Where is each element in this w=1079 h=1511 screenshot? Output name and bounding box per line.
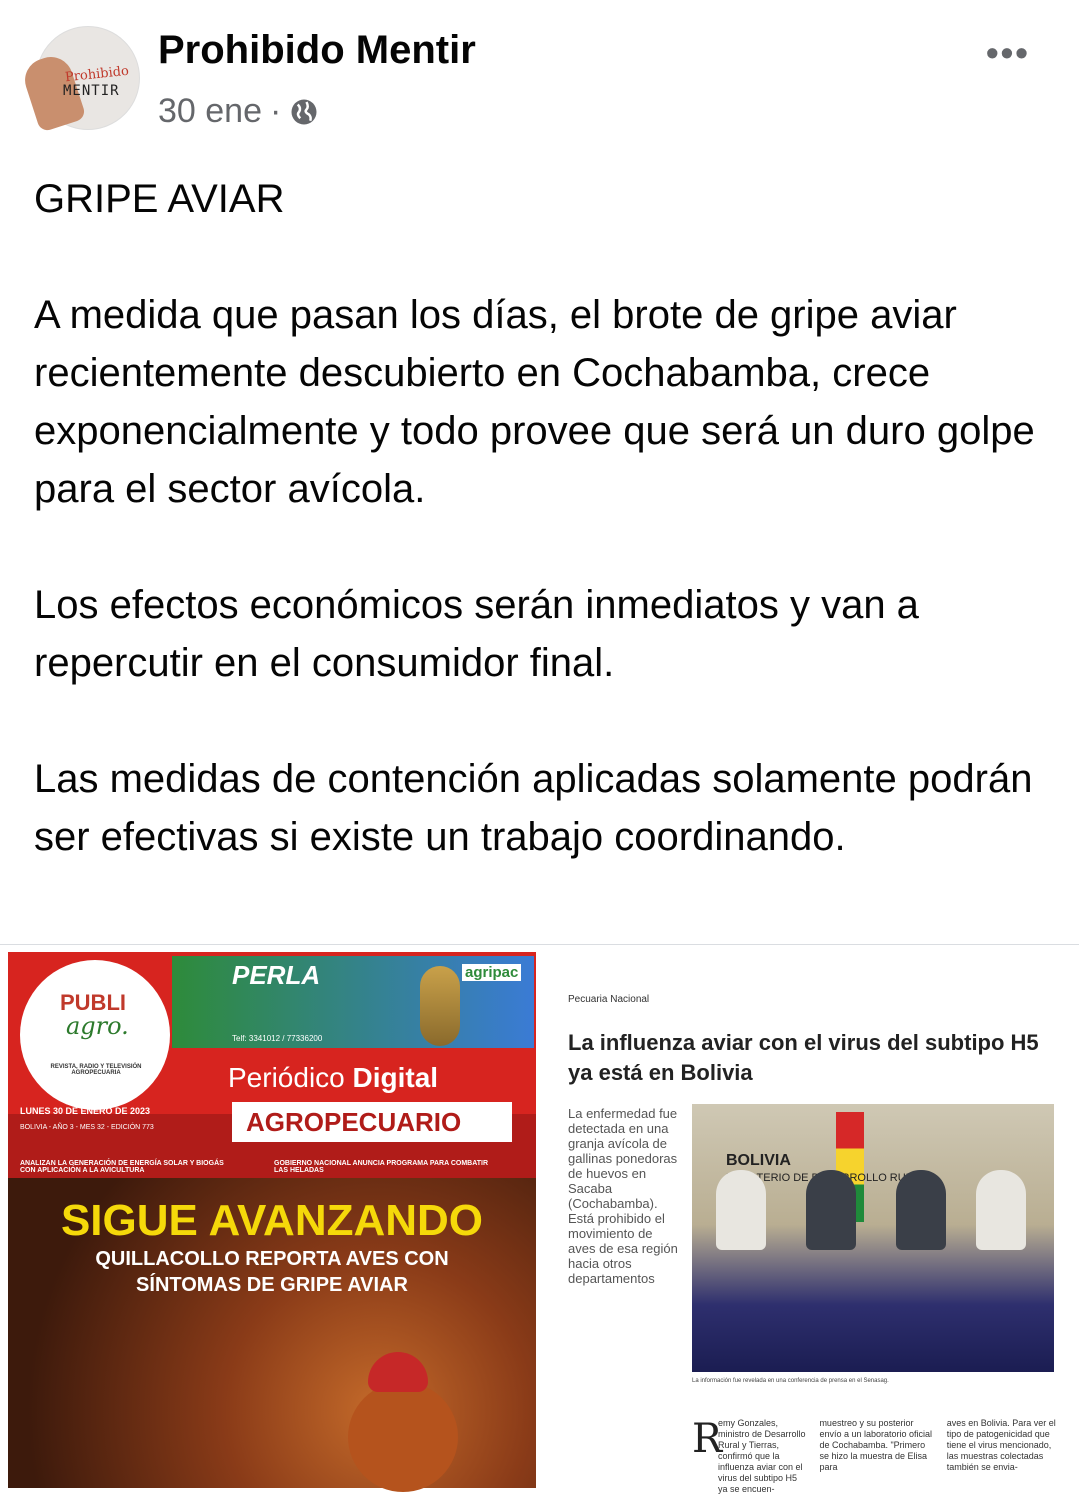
digital-word: Digital: [352, 1062, 439, 1093]
meta-separator: ·: [270, 92, 282, 130]
agropecuario-word: AGROPECUARIO: [246, 1107, 462, 1137]
post-paragraph: Los efectos económicos serán inmediatos y van a repercutir en el consumidor final.: [34, 583, 919, 685]
article-col: emy Gonzales, ministro de Desarrollo Rural y Tierras, confirmó que la influenza aviar con el virus del subtipo H5 ya se encuen-: [718, 1418, 806, 1494]
cover-edition: BOLIVIA - AÑO 3 - MES 32 - EDICIÓN 773: [20, 1124, 154, 1131]
post-body: [34, 170, 1054, 924]
more-options-button[interactable]: •••: [986, 32, 1030, 73]
publiagro-logo: [20, 960, 170, 1110]
post-header: [0, 0, 1079, 150]
avatar-text-top: Prohibido: [64, 63, 130, 86]
logo-publi: PUBLI: [60, 990, 126, 1015]
article-columns: [692, 1418, 1062, 1495]
newspaper-article-image[interactable]: [546, 952, 1079, 1494]
person: [976, 1170, 1026, 1250]
page-name-link[interactable]: Prohibido Mentir: [158, 28, 476, 72]
perla-ad: [172, 956, 534, 1048]
ad-logo: PERLA: [232, 960, 321, 990]
photo-caption: La información fue revelada en una conferencia de prensa en el Senasag.: [692, 1378, 889, 1384]
hen-head: [348, 1382, 458, 1492]
logo-agro: agro.: [66, 1012, 129, 1040]
ad-phone: Telf: 3341012 / 77336200: [232, 1034, 323, 1043]
teaser-left: ANALIZAN LA GENERACIÓN DE ENERGÍA SOLAR Y BIOGÁS CON APLICACIÓN A LA AVICULTURA: [20, 1160, 224, 1174]
cover-date: LUNES 30 DE ENERO DE 2023: [20, 1106, 151, 1116]
cover-subheadline: [8, 1246, 536, 1298]
post-paragraph: Las medidas de contención aplicadas solamente podrán ser efectivas si existe un trabajo coordinando.: [34, 757, 1033, 859]
person: [716, 1170, 766, 1250]
post-paragraph: A medida que pasan los días, el brote de gripe aviar recientemente descubierto en Cochabamba, crece exponencialmente y todo provee que será un duro golpe para el sector avícola.: [34, 293, 1035, 511]
globe-icon[interactable]: [289, 97, 319, 127]
avatar-text-bottom: MENTIR: [63, 83, 120, 99]
periodico-word: Periódico: [228, 1062, 345, 1093]
photo-banner-text: BOLIVIA: [726, 1152, 791, 1169]
article-dropcap: R: [692, 1416, 723, 1462]
wheat-icon: [420, 966, 460, 1046]
cover-headline: SIGUE AVANZANDO: [60, 1196, 484, 1245]
ad-brand: agripac: [462, 964, 521, 981]
article-section: Pecuaria Nacional: [568, 994, 650, 1005]
newspaper-cover-image[interactable]: [8, 952, 536, 1488]
article-col: aves en Bolivia. Para ver el tipo de patogenicidad que tiene el virus mencionado, las muestras colectadas también se envia-: [946, 1418, 1056, 1472]
teaser-right: GOBIERNO NACIONAL ANUNCIA PROGRAMA PARA COMBATIR LAS HELADAS: [274, 1160, 489, 1174]
cover-periodico: [228, 1062, 438, 1094]
article-title: La influenza aviar con el virus del subtipo H5 ya está en Bolivia: [568, 1030, 1039, 1085]
sub-line: SÍNTOMAS DE GRIPE AVIAR: [136, 1274, 408, 1296]
post-meta: [158, 92, 319, 131]
post-paragraph: GRIPE AVIAR: [34, 177, 285, 221]
photo-banner-subtext: DE: [793, 1172, 809, 1184]
article-lead: La enfermedad fue detectada en una granja avícola de gallinas ponedoras de huevos en Sacaba (Cochabamba). Está prohibido el movimiento de aves de esa región hacia otros departamentos: [568, 1106, 678, 1286]
page-avatar[interactable]: [36, 26, 140, 130]
sub-line: QUILLACOLLO REPORTA AVES CON: [95, 1248, 449, 1270]
article-col: muestreo y su posterior envío a un laboratorio oficial de Cochabamba. "Primero se hizo la muestra de Elisa para: [819, 1418, 933, 1472]
logo-tagline: REVISTA, RADIO Y TELEVISIÓN AGROPECUARIA: [50, 1064, 142, 1076]
person: [806, 1170, 856, 1250]
post-date[interactable]: 30 ene: [158, 92, 262, 130]
person: [896, 1170, 946, 1250]
divider: [0, 944, 1079, 945]
